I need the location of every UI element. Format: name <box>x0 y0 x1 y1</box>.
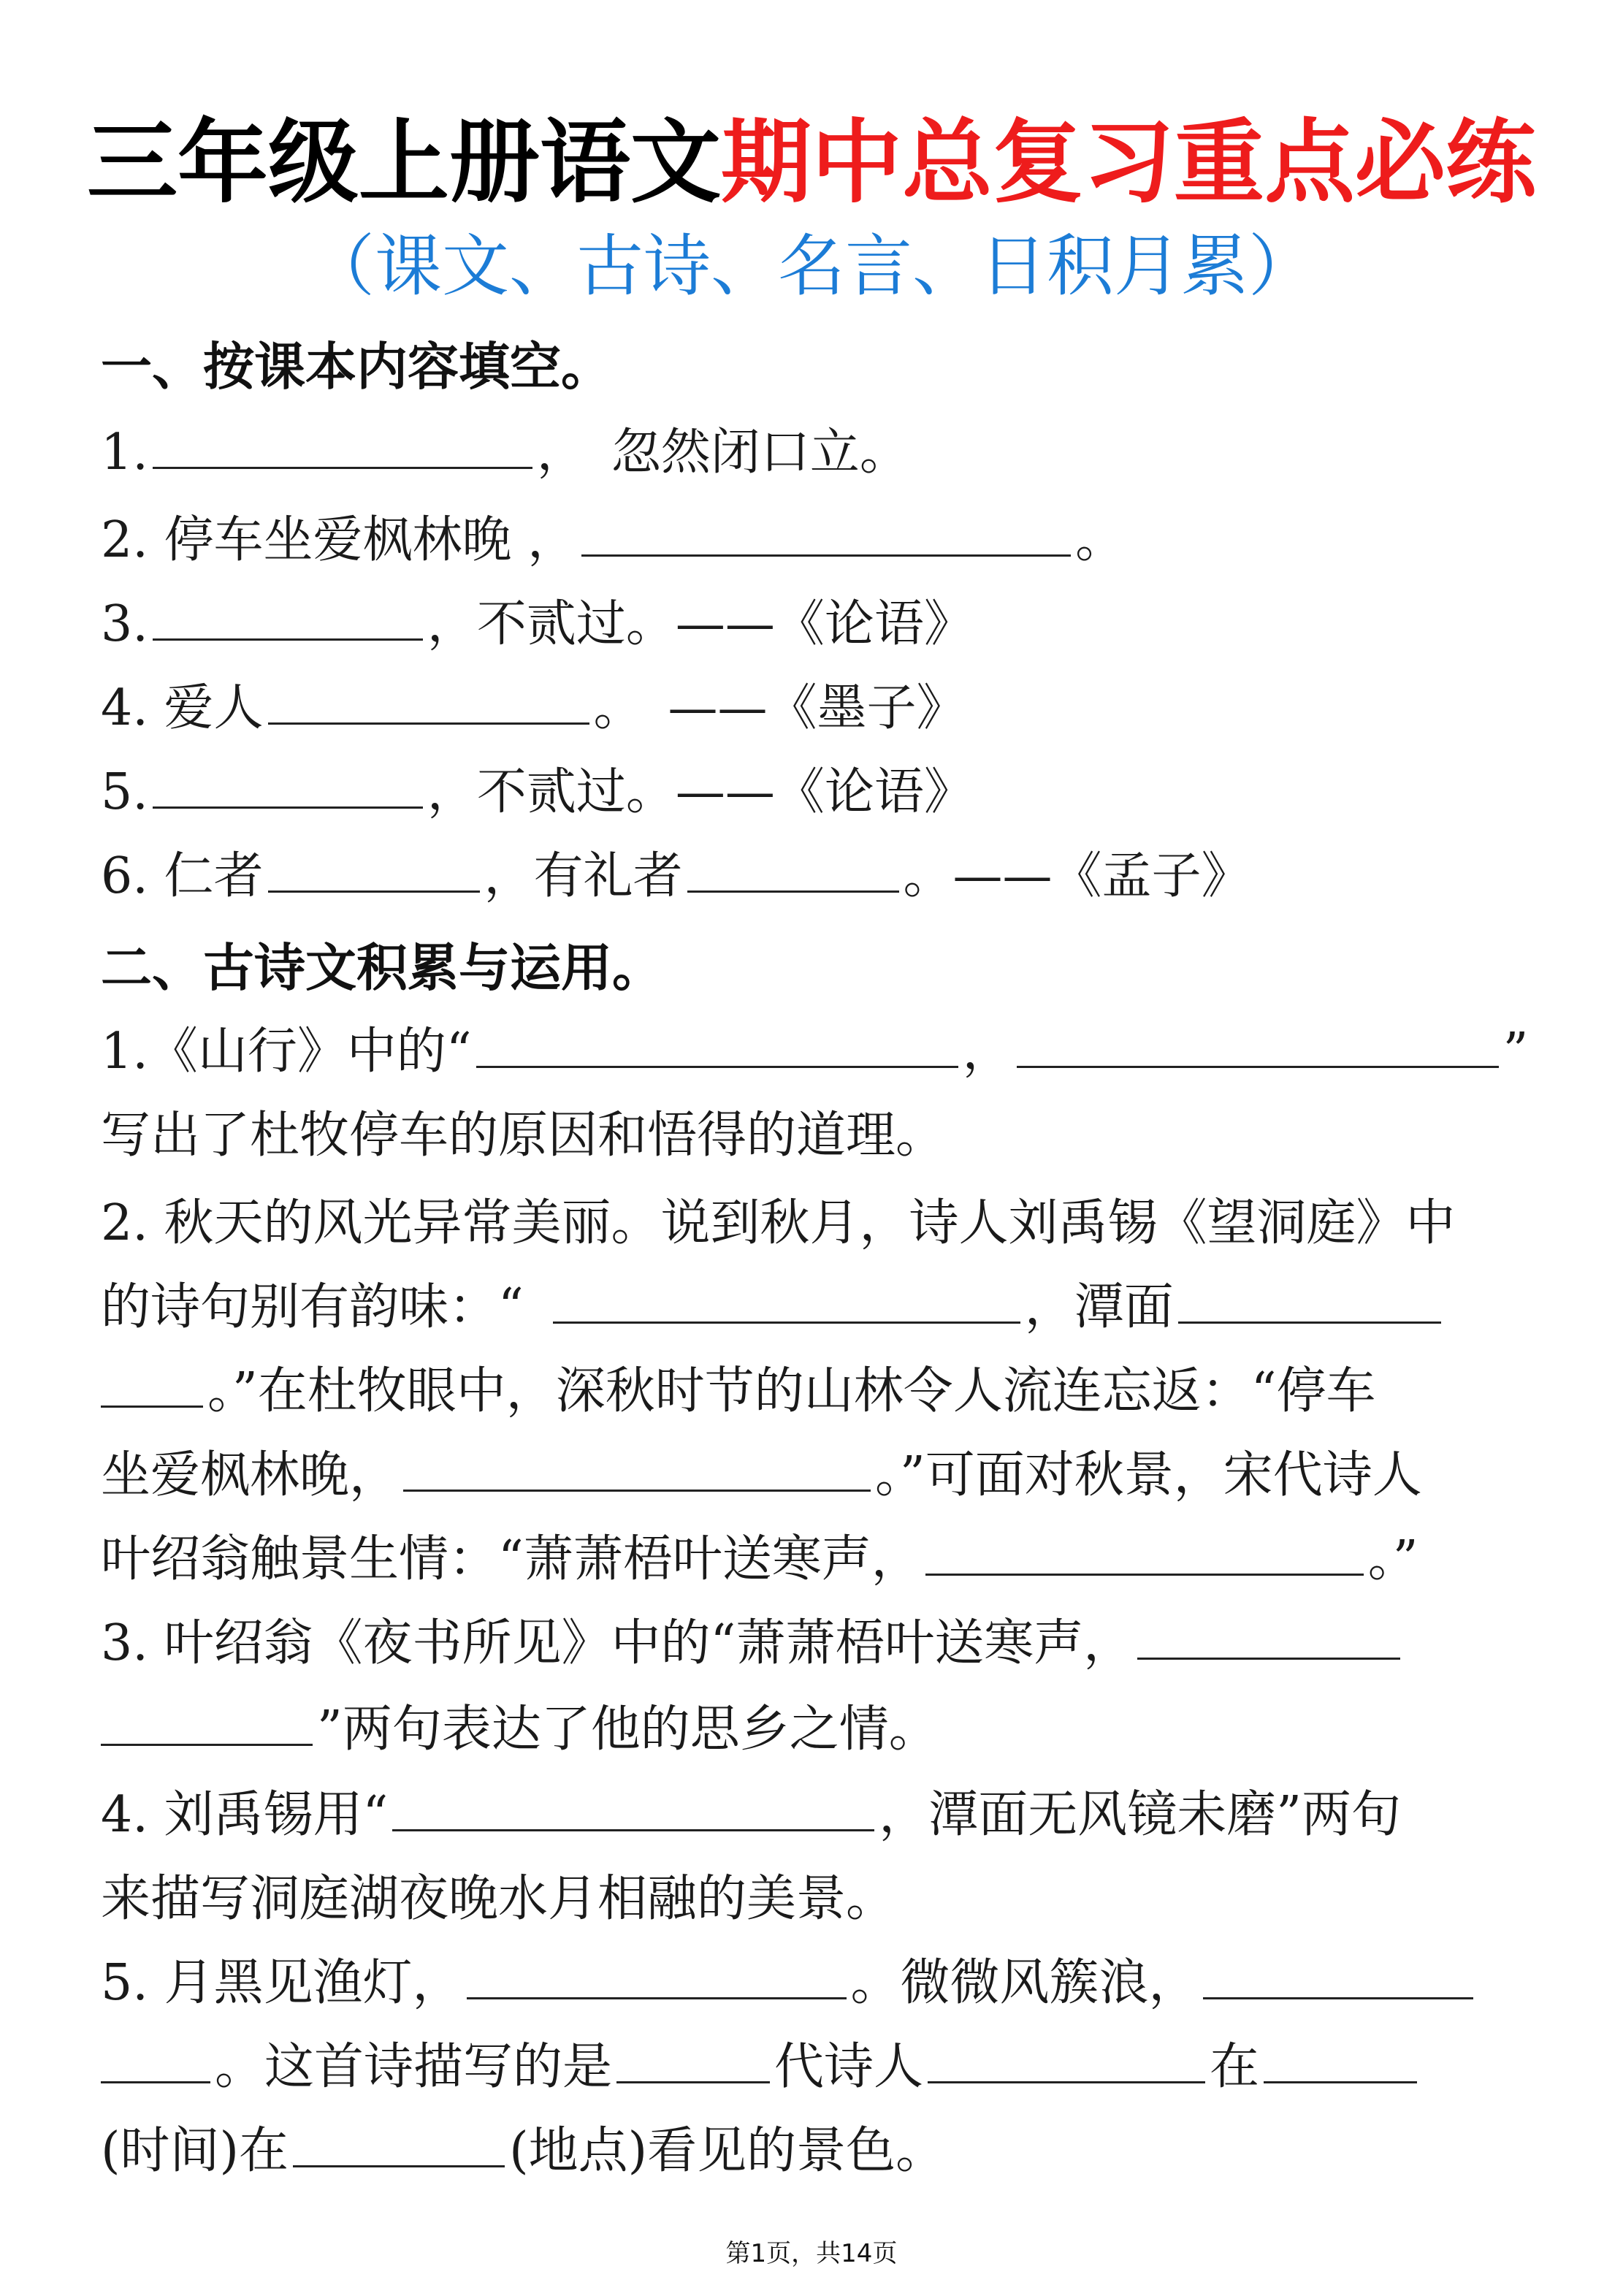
s2-question-3-line-1 <box>101 1607 1405 1680</box>
s2-q5-line3-b: (地点)看见的景色。 <box>509 2122 946 2180</box>
s2-q5-blank-time[interactable] <box>1264 2080 1417 2083</box>
s2-q3-blank-b[interactable] <box>101 1743 313 1746</box>
s1-question-5 <box>101 756 974 829</box>
s2-question-2-line-1: 2. 秋天的风光异常美丽。说到秋月，诗人刘禹锡《望洞庭》中 <box>101 1194 1456 1252</box>
s2-q4-blank[interactable] <box>392 1828 874 1831</box>
s2-q1-part-a: 1.《山行》中的“ <box>101 1023 472 1080</box>
s2-question-4-line-1 <box>101 1779 1401 1852</box>
s2-question-1-line-1 <box>101 1015 1528 1088</box>
page-subtitle: （课文、古诗、名言、日积月累） <box>307 227 1315 305</box>
s2-q1-part-c: ” <box>1502 1023 1529 1080</box>
s1-question-1 <box>101 416 909 489</box>
s2-q2-blank-2a[interactable] <box>1178 1321 1441 1324</box>
s2-q4-part-b: ，潭面无风镜未磨”两句 <box>879 1786 1402 1844</box>
s1-question-2 <box>101 504 1125 577</box>
s1-q6-blank-2[interactable] <box>687 890 899 893</box>
s2-q5-blank-2b[interactable] <box>101 2080 210 2083</box>
page-title <box>0 108 1623 218</box>
s2-q4-part-a: 4. 刘禹锡用“ <box>101 1786 389 1844</box>
s2-q5-line2-c: 在 <box>1210 2038 1260 2096</box>
s2-question-5-line-2 <box>101 2031 1421 2104</box>
s2-question-2-line-3 <box>101 1355 1376 1428</box>
section-2-heading: 二、古诗文积累与运用。 <box>101 938 663 998</box>
title-red-part: 期中总复习重点必练 <box>721 110 1537 216</box>
s2-q5-blank-2a[interactable] <box>1203 1996 1473 1999</box>
s1-q6-part-c: 。——《孟子》 <box>903 847 1251 905</box>
s2-question-2-line-2 <box>101 1271 1446 1344</box>
s2-q3-line2: ”两句表达了他的思乡之情。 <box>317 1701 939 1758</box>
s1-q4-text: 4. 爱人 <box>101 679 264 737</box>
s2-q5-line3-a: (时间)在 <box>101 2122 289 2180</box>
s2-question-2-line-4 <box>101 1439 1422 1512</box>
s1-q5-after: ，不贰过。——《论语》 <box>427 763 974 821</box>
s1-question-3 <box>101 588 974 661</box>
s1-q3-number: 3. <box>101 595 148 653</box>
s2-q2-line4-a: 坐爱枫林晚， <box>101 1446 400 1504</box>
title-black-part: 三年级上册语文 <box>86 110 721 216</box>
s2-q2-blank-2b[interactable] <box>101 1405 203 1408</box>
s2-q1-blank-1[interactable] <box>476 1065 958 1068</box>
s1-q2-text: 2. 停车坐爱枫林晚 ， <box>101 511 578 569</box>
s2-question-5-line-3 <box>101 2115 945 2188</box>
s2-q2-line2-a: 的诗句别有韵味：“ <box>101 1278 524 1336</box>
s2-q2-line4-b: 。”可面对秋景，宋代诗人 <box>875 1446 1422 1504</box>
s1-q2-blank[interactable] <box>581 554 1071 557</box>
s1-q6-part-b: ，有礼者 <box>484 847 683 905</box>
s2-q5-blank-place[interactable] <box>293 2165 505 2167</box>
s1-q6-blank-1[interactable] <box>268 890 480 893</box>
s2-q5-part-a: 5. 月黑见渔灯， <box>101 1954 462 2012</box>
s1-question-6 <box>101 840 1251 913</box>
s1-q1-number: 1. <box>101 424 148 481</box>
s1-q4-blank[interactable] <box>268 722 589 725</box>
s1-q3-blank[interactable] <box>153 638 423 641</box>
s2-q5-blank-dynasty[interactable] <box>616 2080 770 2083</box>
s2-q2-blank-4[interactable] <box>925 1573 1364 1576</box>
s2-q3-blank-a[interactable] <box>1137 1657 1400 1660</box>
s1-q1-blank[interactable] <box>153 466 532 469</box>
s2-q5-part-b: 。微微风簇浪， <box>850 1954 1199 2012</box>
s2-q5-blank-poet[interactable] <box>928 2080 1205 2083</box>
s2-question-4-line-2: 来描写洞庭湖夜晚水月相融的美景。 <box>101 1870 896 1928</box>
s2-q2-line3: 。”在杜牧眼中，深秋时节的山林令人流连忘返：“停车 <box>207 1362 1376 1420</box>
s1-q1-after: ， 忽然闭口立。 <box>536 424 909 481</box>
s2-q5-line2-a: 。这首诗描写的是 <box>215 2038 613 2096</box>
s2-question-1-line-2: 写出了杜牧停车的原因和悟得的道理。 <box>101 1107 946 1164</box>
s1-question-4 <box>101 672 966 745</box>
s2-q5-blank-1[interactable] <box>467 1996 847 1999</box>
s2-q3-line1: 3. 叶绍翁《夜书所见》中的“萧萧梧叶送寒声， <box>101 1614 1134 1672</box>
section-1-heading: 一、按课本内容填空。 <box>101 337 612 397</box>
s2-question-2-line-5 <box>101 1523 1418 1596</box>
s2-q2-line5-a: 叶绍翁触景生情：“萧萧梧叶送寒声， <box>101 1530 921 1588</box>
s1-q3-after: ，不贰过。——《论语》 <box>427 595 974 653</box>
s2-q2-blank-3[interactable] <box>403 1489 871 1492</box>
s2-question-5-line-1 <box>101 1947 1478 2020</box>
s2-q1-part-b: ， <box>962 1023 1012 1080</box>
s2-q2-line2-b: ，潭面 <box>1024 1278 1174 1336</box>
s2-q1-blank-2[interactable] <box>1017 1065 1499 1068</box>
s1-q5-blank[interactable] <box>153 806 423 809</box>
s2-q2-line5-b: 。” <box>1367 1530 1418 1588</box>
s1-q4-after: 。 ——《墨子》 <box>593 679 966 737</box>
s2-q5-line2-b: 代诗人 <box>774 2038 924 2096</box>
s2-question-3-line-2 <box>101 1693 939 1766</box>
s1-q2-after: 。 <box>1075 511 1126 569</box>
s2-q2-blank-1[interactable] <box>553 1321 1020 1324</box>
s1-q5-number: 5. <box>101 763 148 821</box>
page-footer: 第1页，共14页 <box>725 2239 898 2268</box>
s1-q6-part-a: 6. 仁者 <box>101 847 264 905</box>
